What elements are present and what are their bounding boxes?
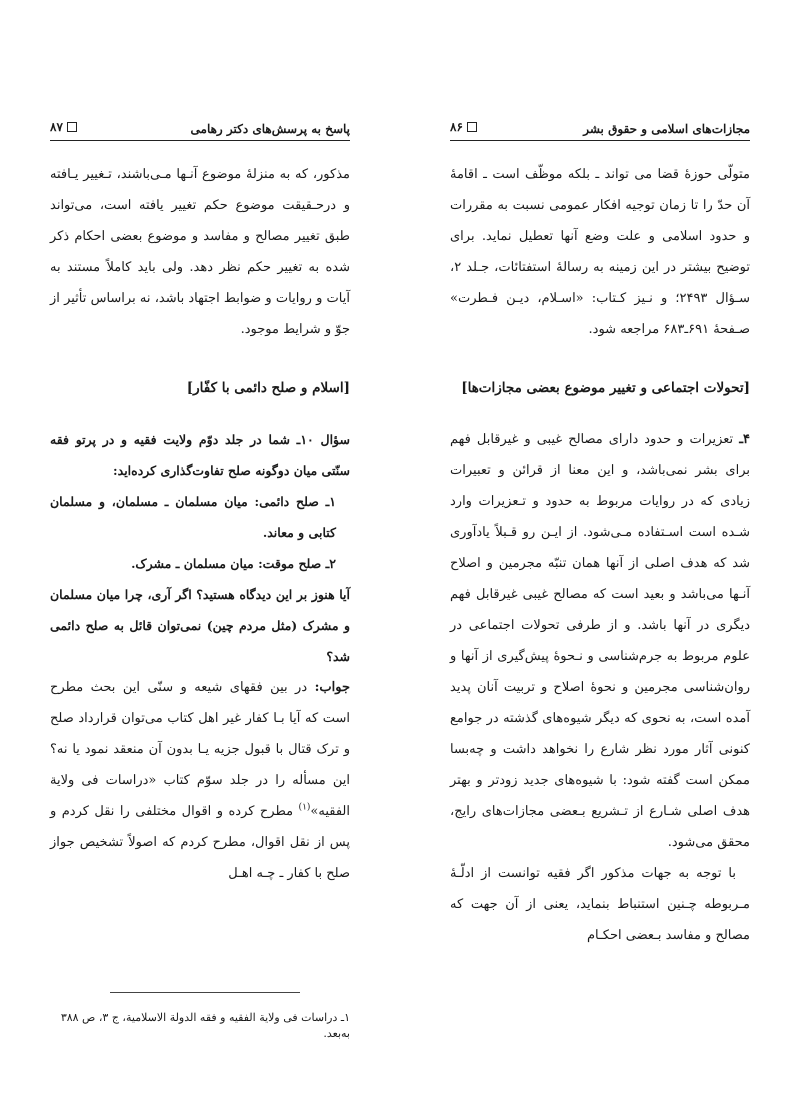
square-bullet-icon	[67, 122, 77, 132]
answer-text-continued: مطرح کرده و اقوال مختلفی را نقل کردم و پس از نقل اقوال، مطرح کردم که اصولاً تشخیص جواز صلح با کفار ـ چـه اهـل	[50, 804, 350, 881]
page-number-group	[450, 120, 477, 134]
section-number: ۴ـ	[739, 432, 750, 447]
paragraph: با توجه به جهات مذکور اگر فقیه توانست از ادلّـهٔ مـربوطه چـنین استنباط بنماید، یعنی از آن جهت که مصالح و مفاسد بـعضی احکـام	[450, 866, 750, 943]
question-text: شما در جلد دوّم ولایت فقیه و در پرتو فقه سنّتی میان دوگونه صلح تفاوت‌گذاری کرده‌اید:	[50, 432, 350, 478]
answer-label: جواب:	[314, 680, 351, 695]
section-text: تعزیرات و حدود دارای مصالح غیبی و غیرقابل فهم برای بشر نمی‌باشد، و این معنا از قرائن و تعبیرات زیادی که در روایات مربوط به حدود و تـعزیرات وارد شـده است اسـتفاده مـی‌شود. از ایـن رو قـبلاً یادآوری شد که هدف اصلی از آنها همان تنبّه مجرمین و اصلاح آنـها می‌باشد و بعید است که مصالح غیبی غیرقابل فهم دیگری در آنها باشد. و از طرفی تحولات اجتماعی در علوم مربوط به جرم‌شناسی و نـحوهٔ پیش‌گیری از آنها و روان‌شناسی مجرمین و نحوهٔ اصلاح و تربیت آنان پدید آمده است، به نحوی که دیگر شیوه‌های گذشته در جوامع کنونی آثار مورد نظر شارع را نخواهد داشت و چه‌بسا ممکن است گفته شود: با شیوه‌های جدید زودتر و بهتر هدف اصلی شـارع از تـشریع بـعضی مجازات‌های رایج، محقق می‌شود.	[450, 432, 750, 850]
running-title: مجازات‌های اسلامی و حقوق بشر	[583, 122, 750, 136]
answer-paragraph	[50, 672, 350, 889]
page-87	[50, 118, 350, 889]
paragraph: متولّی حوزهٔ قضا می تواند ـ بلکه موظّف است ـ اقامهٔ آن حدّ را تا زمان توجیه افکار عمومی نسبت به مقررات و حدود اسلامی و علت وضع آنها تعطیل نماید. برای توضیح بیشتر در این زمینه به رسالهٔ استفتائات، جـلد ۲، سـؤال ۲۴۹۳؛ و نـیز کـتاب: «اسـلام، دیـن فـطرت» صـفحهٔ ۶۹۱ـ۶۸۳ مراجعه شود.	[450, 167, 750, 337]
page-number-group	[50, 120, 77, 134]
answer-text: در بین فقهای شیعه و سنّی این بحث مطرح است که آیا بـا کفار غیر اهل کتاب می‌توان قرارداد صلح و ترک قتال با قبول جزیه یـا بدون آن منعقد نمود یا نه؟ این مسأله را در جلد سوّم کتاب «دراسات فی ولایة الفقیه»	[50, 680, 350, 819]
page-86	[450, 118, 750, 951]
question-item: ۱ـ صلح دائمی: میان مسلمان ـ مسلمان، و مسلمان کتابی و معاند.	[50, 494, 336, 540]
question-followup: آیا هنوز بر این دیدگاه هستید؟ اگر آری، چرا میان مسلمان و مشرک (مثل مردم چین) نمی‌توان قائل به صلح دائمی شد؟	[50, 587, 350, 664]
footnote-reference: (۱)	[298, 802, 311, 813]
square-bullet-icon	[467, 122, 477, 132]
section-heading: [اسلام و صلح دائمی با کفّار]	[186, 380, 350, 396]
running-title: پاسخ به پرسش‌های دکتر رهامی	[190, 122, 350, 136]
question-paragraph	[50, 424, 350, 486]
page-header	[450, 118, 750, 141]
footnote-rule	[110, 992, 300, 993]
section-paragraph	[450, 424, 750, 858]
page-number: ۸۶	[450, 120, 463, 134]
page-body	[450, 159, 750, 951]
page-header	[50, 118, 350, 141]
paragraph: مذکور، که به منزلهٔ موضوع آنـها مـی‌باشند، تـغییر یـافته و درحـقیقت موضوع حکم تغییر یافته است، می‌تواند طبق تغییر مصالح و مفاسد و موضوع بعضی احکام ذکر شده به تغییر حکم نظر دهد. ولی باید کاملاً مستند به آیات و روایات و ضوابط اجتهاد باشد، نه براساس تأثیر از جوّ و شرایط موجود.	[50, 167, 350, 337]
question-label: سؤال ۱۰ـ	[296, 432, 350, 447]
question-item: ۲ـ صلح موقت: میان مسلمان ـ مشرک.	[131, 556, 336, 571]
page-number: ۸۷	[50, 120, 63, 134]
footnote: ۱ـ دراسات فی ولایة الفقیه و فقه الدولة الاسلامیة، ج ۳، ص ۳۸۸ به‌بعد.	[60, 1011, 350, 1040]
page-body	[50, 159, 350, 889]
section-heading: [تحولات اجتماعی و تغییر موضوع بعضی مجازات‌ها]	[461, 380, 750, 396]
